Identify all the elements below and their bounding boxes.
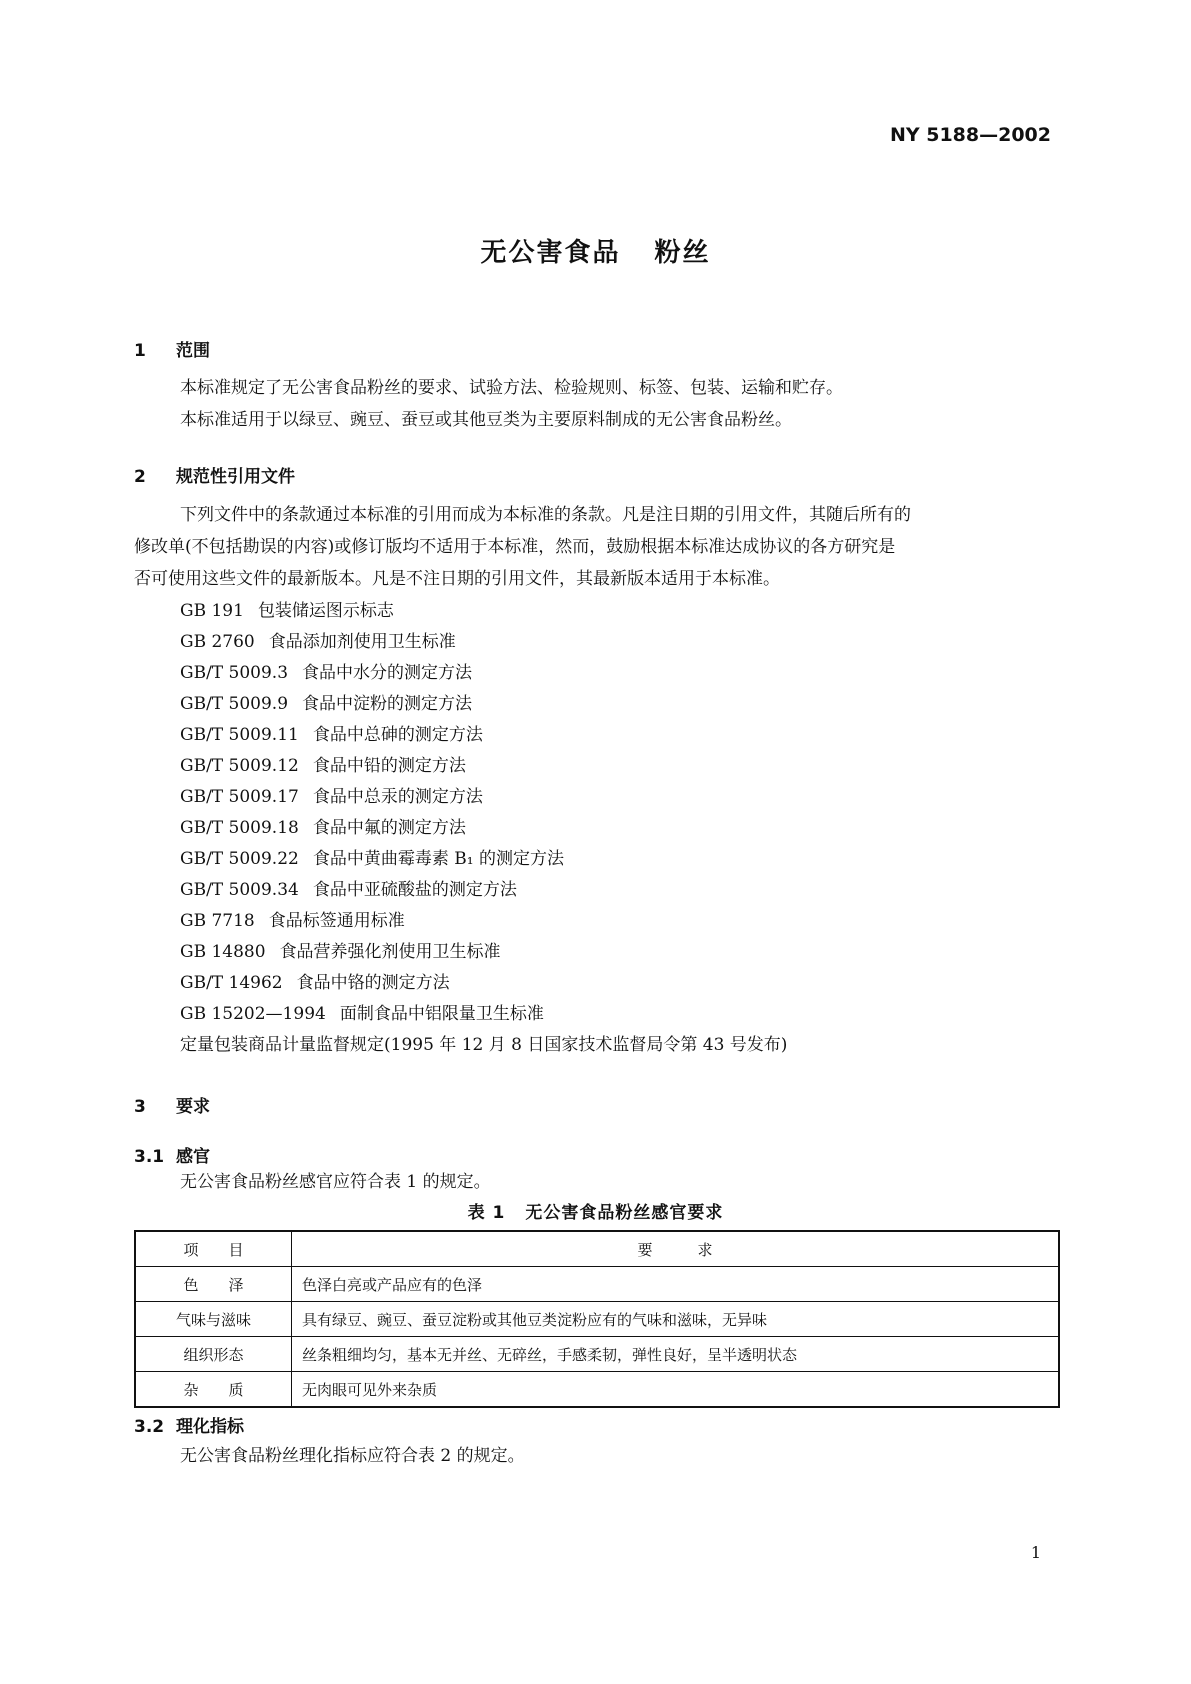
reference-item — [180, 906, 1060, 937]
reference-title: 食品添加剂使用卫生标准 — [268, 632, 456, 652]
subsection-number: 3.2 — [134, 1417, 165, 1437]
reference-title: 包装储运图示标志 — [257, 601, 394, 621]
reference-title: 食品中水分的测定方法 — [302, 663, 473, 683]
subsection-3-2-heading — [134, 1412, 244, 1437]
reference-item — [180, 658, 1060, 689]
section-title: 要求 — [176, 1097, 210, 1117]
reference-item: 定量包装商品计量监督规定(1995 年 12 月 8 日国家技术监督局令第 43 号发布) — [180, 1035, 788, 1055]
reference-item — [180, 596, 1060, 627]
subsection-title: 感官 — [176, 1147, 210, 1167]
reference-code: GB 14880 — [180, 942, 266, 962]
row-requirement: 色泽白亮或产品应有的色泽 — [292, 1267, 1060, 1302]
reference-item — [180, 782, 1060, 813]
reference-list — [180, 596, 1060, 1061]
reference-item — [180, 627, 1060, 658]
section-number: 3 — [134, 1097, 146, 1117]
reference-item — [180, 875, 1060, 906]
section-1-body — [180, 372, 1080, 436]
reference-title: 面制食品中铝限量卫生标准 — [339, 1004, 544, 1024]
reference-title: 食品中黄曲霉毒素 B₁ 的测定方法 — [312, 849, 564, 869]
reference-title: 食品标签通用标准 — [268, 911, 405, 931]
row-requirement: 丝条粗细均匀，基本无并丝、无碎丝，手感柔韧，弹性良好，呈半透明状态 — [292, 1337, 1060, 1372]
paragraph: 本标准适用于以绿豆、豌豆、蚕豆或其他豆类为主要原料制成的无公害食品粉丝。 — [180, 410, 792, 430]
table-row — [135, 1337, 1059, 1372]
reference-title: 食品中总汞的测定方法 — [312, 787, 483, 807]
reference-item — [180, 751, 1060, 782]
subsection-3-1-heading — [134, 1142, 210, 1167]
reference-code: GB/T 5009.3 — [180, 663, 289, 683]
reference-item — [180, 999, 1060, 1030]
table-caption-number: 表 1 — [467, 1203, 506, 1223]
row-requirement: 无肉眼可见外来杂质 — [292, 1372, 1060, 1408]
reference-title: 食品中亚硫酸盐的测定方法 — [312, 880, 517, 900]
reference-title: 食品中铬的测定方法 — [296, 973, 450, 993]
header-item: 项 目 — [135, 1231, 292, 1267]
reference-item — [180, 689, 1060, 720]
page-title — [0, 232, 1191, 269]
intro-line: 修改单(不包括勘误的内容)或修订版均不适用于本标准，然而，鼓励根据本标准达成协议的各方研究是 — [134, 537, 896, 557]
reference-item — [180, 720, 1060, 751]
paragraph: 本标准规定了无公害食品粉丝的要求、试验方法、检验规则、标签、包装、运输和贮存。 — [180, 378, 843, 398]
section-3-heading — [134, 1092, 210, 1117]
reference-item — [180, 844, 1060, 875]
row-item: 杂 质 — [135, 1372, 292, 1408]
reference-code: GB/T 5009.18 — [180, 818, 299, 838]
reference-title: 食品中氟的测定方法 — [312, 818, 466, 838]
reference-code: GB 2760 — [180, 632, 255, 652]
reference-item — [180, 968, 1060, 999]
reference-title: 食品中淀粉的测定方法 — [302, 694, 473, 714]
section-2-heading — [134, 462, 295, 487]
reference-code: GB 7718 — [180, 911, 255, 931]
table-row — [135, 1302, 1059, 1337]
intro-line: 否可使用这些文件的最新版本。凡是不注日期的引用文件，其最新版本适用于本标准。 — [134, 569, 780, 589]
subsection-number: 3.1 — [134, 1147, 165, 1167]
reference-code: GB/T 5009.11 — [180, 725, 299, 745]
section-2-intro — [134, 499, 1060, 595]
reference-title: 食品中总砷的测定方法 — [312, 725, 483, 745]
reference-code: GB/T 5009.34 — [180, 880, 299, 900]
row-requirement: 具有绿豆、豌豆、蚕豆淀粉或其他豆类淀粉应有的气味和滋味，无异味 — [292, 1302, 1060, 1337]
row-item: 组织形态 — [135, 1337, 292, 1372]
sensory-requirements-table — [134, 1230, 1060, 1408]
table-row — [135, 1372, 1059, 1408]
section-number: 2 — [134, 467, 146, 487]
reference-code: GB/T 5009.9 — [180, 694, 289, 714]
reference-code: GB 191 — [180, 601, 244, 621]
table-header-row — [135, 1231, 1059, 1267]
reference-title: 食品中铅的测定方法 — [312, 756, 466, 776]
row-item: 色 泽 — [135, 1267, 292, 1302]
intro-line: 下列文件中的条款通过本标准的引用而成为本标准的条款。凡是注日期的引用文件，其随后所有的 — [180, 505, 911, 525]
section-title: 规范性引用文件 — [176, 467, 295, 487]
title-part-1: 无公害食品 — [480, 238, 621, 268]
reference-item — [180, 813, 1060, 844]
reference-code: GB 15202—1994 — [180, 1004, 326, 1024]
reference-code: GB/T 5009.17 — [180, 787, 299, 807]
page-number: 1 — [1030, 1543, 1041, 1562]
reference-item — [180, 937, 1060, 968]
table-row — [135, 1267, 1059, 1302]
subsection-3-1-text: 无公害食品粉丝感官应符合表 1 的规定。 — [180, 1172, 491, 1192]
standard-number: NY 5188—2002 — [889, 124, 1051, 146]
reference-code: GB/T 5009.22 — [180, 849, 299, 869]
table-1-caption — [0, 1198, 1191, 1223]
title-part-2: 粉丝 — [654, 238, 711, 268]
subsection-title: 理化指标 — [176, 1417, 244, 1437]
reference-code: GB/T 5009.12 — [180, 756, 299, 776]
row-item: 气味与滋味 — [135, 1302, 292, 1337]
section-title: 范围 — [176, 341, 210, 361]
table-caption-title: 无公害食品粉丝感官要求 — [525, 1203, 724, 1223]
section-1-heading — [134, 336, 210, 361]
reference-code: GB/T 14962 — [180, 973, 283, 993]
header-requirement: 要 求 — [292, 1231, 1060, 1267]
section-number: 1 — [134, 341, 146, 361]
reference-title: 食品营养强化剂使用卫生标准 — [279, 942, 501, 962]
subsection-3-2-text: 无公害食品粉丝理化指标应符合表 2 的规定。 — [180, 1446, 525, 1466]
